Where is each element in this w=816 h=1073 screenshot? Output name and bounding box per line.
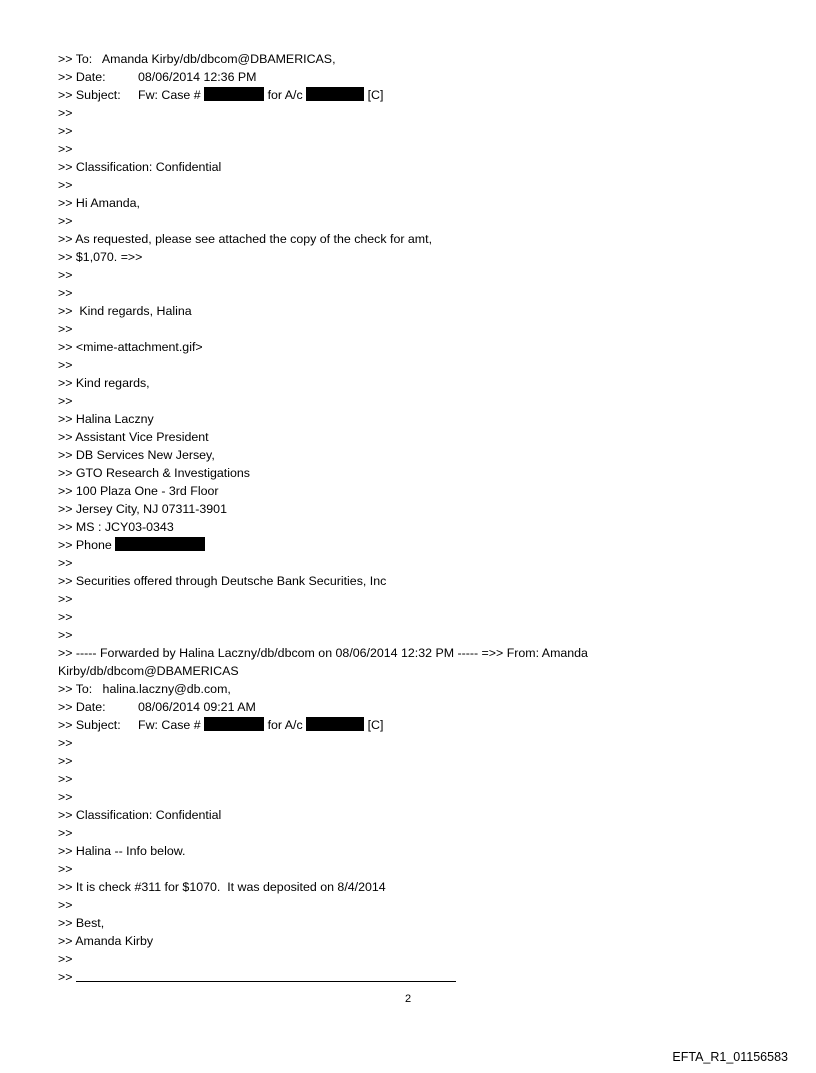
date-value: 08/06/2014 09:21 AM [138, 700, 256, 714]
date-value: 08/06/2014 12:36 PM [138, 70, 257, 84]
header-to [58, 50, 758, 68]
header-subject [58, 86, 758, 104]
header-date [58, 698, 758, 716]
to-label: >> To: [58, 52, 93, 66]
quote-line: >> [58, 556, 73, 570]
quote-line: >> [58, 862, 73, 876]
quote-line: >> [58, 124, 73, 138]
redaction-box [306, 717, 364, 731]
signature-phone [58, 536, 758, 554]
signature-name: >> Halina Laczny [58, 412, 154, 426]
subject-mid: for A/c [267, 88, 303, 102]
header-to [58, 680, 758, 698]
body-line: >> $1,070. =>> [58, 250, 143, 264]
date-label: >> Date: [58, 700, 106, 714]
quote-line: >> [58, 178, 73, 192]
header-subject [58, 716, 758, 734]
redaction-box [204, 87, 264, 101]
subject-suffix: [C] [367, 88, 384, 102]
horizontal-rule [76, 969, 456, 982]
redaction-box [115, 537, 205, 551]
bates-number: EFTA_R1_01156583 [672, 1050, 788, 1064]
sign-off: >> Best, [58, 916, 105, 930]
to-value: Amanda Kirby/db/dbcom@DBAMERICAS, [101, 52, 336, 66]
body-line: >> As requested, please see attached the copy of the check for amt, [58, 232, 433, 246]
quote-line: >> [58, 592, 73, 606]
signature-address: >> 100 Plaza One - 3rd Floor [58, 484, 219, 498]
quote-line: >> [58, 394, 73, 408]
subject-prefix: Fw: Case # [138, 88, 201, 102]
subject-label: >> Subject: [58, 718, 121, 732]
quote-line: >> [58, 142, 73, 156]
disclaimer: >> Securities offered through Deutsche Bank Securities, Inc [58, 574, 387, 588]
date-label: >> Date: [58, 70, 106, 84]
subject-label: >> Subject: [58, 88, 121, 102]
email-document [58, 50, 758, 986]
quote-line: >> [58, 628, 73, 642]
quote-line: >> [58, 322, 73, 336]
body-line: >> It is check #311 for $1070. It was deposited on 8/4/2014 [58, 880, 386, 894]
quote-line: >> [58, 754, 73, 768]
signature-title: >> Assistant Vice President [58, 430, 209, 444]
sign-off: >> Kind regards, [58, 376, 150, 390]
quote-line: >> [58, 106, 73, 120]
redaction-box [204, 717, 264, 731]
quote-line: >> [58, 736, 73, 750]
attachment-reference: >> <mime-attachment.gif> [58, 340, 203, 354]
signature-name: >> Amanda Kirby [58, 934, 154, 948]
quote-line: >> [58, 790, 73, 804]
subject-suffix: [C] [367, 718, 384, 732]
header-date [58, 68, 758, 86]
sign-off: >> Kind regards, Halina [58, 304, 192, 318]
signature-org: >> DB Services New Jersey, [58, 448, 215, 462]
rule-prefix: >> [58, 970, 73, 984]
to-label: >> To: [58, 682, 93, 696]
forward-separator: >> ----- Forwarded by Halina Laczny/db/dbcom on 08/06/2014 12:32 PM ----- =>> From: Amanda Kirby/db/dbcom@DBAMERICAS [58, 646, 588, 678]
quote-line: >> [58, 610, 73, 624]
signature-rule-line [58, 968, 758, 986]
classification: >> Classification: Confidential [58, 808, 222, 822]
quote-line: >> [58, 772, 73, 786]
classification: >> Classification: Confidential [58, 160, 222, 174]
quote-line: >> [58, 358, 73, 372]
to-value: halina.laczny@db.com, [102, 682, 231, 696]
quote-line: >> [58, 898, 73, 912]
greeting: >> Hi Amanda, [58, 196, 140, 210]
redaction-box [306, 87, 364, 101]
quote-line: >> [58, 214, 73, 228]
subject-prefix: Fw: Case # [138, 718, 201, 732]
signature-ms: >> MS : JCY03-0343 [58, 520, 174, 534]
signature-address: >> Jersey City, NJ 07311-3901 [58, 502, 227, 516]
quote-line: >> [58, 826, 73, 840]
body-line: >> Halina -- Info below. [58, 844, 186, 858]
phone-label: >> Phone [58, 538, 112, 552]
quote-line: >> [58, 286, 73, 300]
quote-line: >> [58, 952, 73, 966]
quote-line: >> [58, 268, 73, 282]
signature-dept: >> GTO Research & Investigations [58, 466, 250, 480]
subject-mid: for A/c [267, 718, 303, 732]
page-number: 2 [404, 993, 412, 1005]
